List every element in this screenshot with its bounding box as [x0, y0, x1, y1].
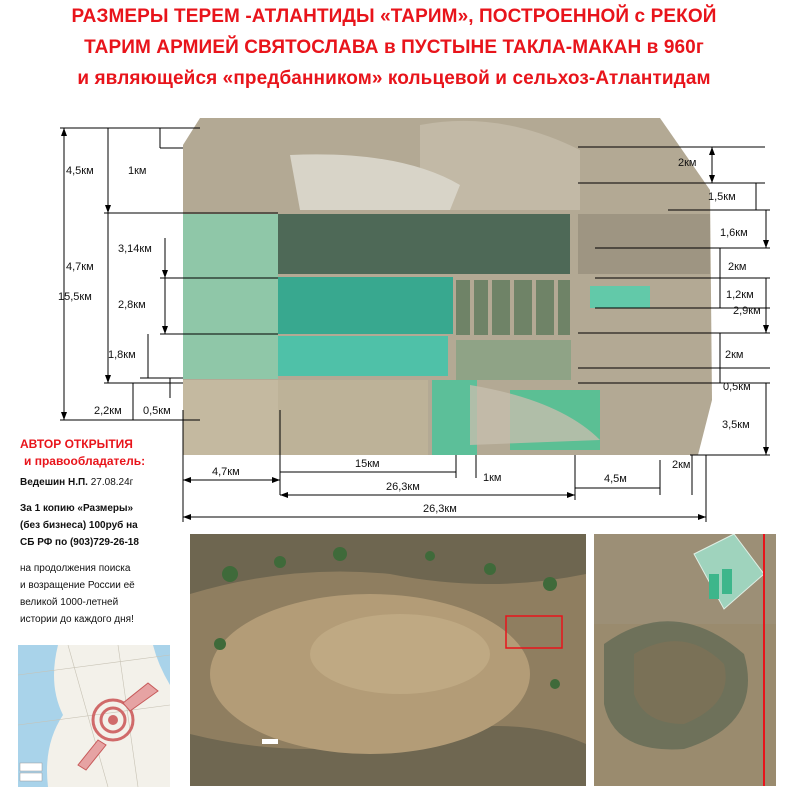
author-name: Ведешин Н.П. — [20, 477, 88, 488]
dim-label-bottom-6: 2км — [672, 459, 691, 471]
mini-map-thumbnail — [18, 645, 170, 787]
author-heading-2: и правообладатель: — [24, 454, 146, 468]
author-heading — [20, 436, 145, 470]
dim-label-bottom-4: 26,3км — [386, 481, 420, 493]
author-heading-1: АВТОР ОТКРЫТИЯ — [20, 437, 133, 451]
dim-label-left-5: 15,5км — [58, 291, 92, 303]
purpose-line-3: великой 1000-летней — [20, 597, 119, 608]
dim-label-left-8: 2,2км — [94, 405, 122, 417]
dim-label-left-7: 1,8км — [108, 349, 136, 361]
author-name-line — [20, 474, 133, 491]
title-line-2: ТАРИМ АРМИЕЙ СВЯТОСЛАВА в ПУСТЫНЕ ТАКЛА-МАКАН в 960г — [84, 37, 704, 58]
purpose-line-4: истории до каждого дня! — [20, 614, 134, 625]
title-line-3: и являющейся «предбанником» кольцевой и сельхоз-Атлантидам — [77, 68, 711, 89]
satellite-image — [183, 118, 712, 455]
copy-price-line-1: За 1 копию «Размеры» — [20, 503, 134, 514]
dim-label-bottom-5: 4,5м — [604, 473, 627, 485]
dim-label-bottom-3: 1км — [483, 472, 502, 484]
purpose-block — [20, 560, 135, 628]
dim-label-left-3: 4,7км — [66, 261, 94, 273]
zoomed-satellite-image — [594, 534, 776, 786]
dim-label-left-1: 4,5км — [66, 165, 94, 177]
title-line-1: РАЗМЕРЫ ТЕРЕМ -АТЛАНТИДЫ «ТАРИМ», ПОСТРОЕННОЙ с РЕКОЙ — [71, 6, 717, 27]
purpose-line-2: и возращение России её — [20, 580, 135, 591]
dim-label-right-9: 3,5км — [722, 419, 750, 431]
dim-label-bottom-7: 26,3км — [423, 503, 457, 515]
dim-label-left-9: 0,5км — [143, 405, 171, 417]
dim-label-left-4: 3,14км — [118, 243, 152, 255]
dim-label-right-1: 2км — [678, 157, 697, 169]
dim-label-bottom-1: 4,7км — [212, 466, 240, 478]
author-date: 27.08.24г — [90, 477, 134, 488]
dim-label-left-2: 1км — [128, 165, 147, 177]
dim-label-right-6: 2,9км — [733, 305, 761, 317]
purpose-line-1: на продолжения поиска — [20, 563, 131, 574]
dim-label-right-7: 2км — [725, 349, 744, 361]
copy-price-block — [20, 500, 139, 551]
dim-label-bottom-2: 15км — [355, 458, 380, 470]
dim-label-right-2: 1,5км — [708, 191, 736, 203]
dim-label-right-8: 0,5км — [723, 381, 751, 393]
copy-price-line-3: СБ РФ по (903)729-26-18 — [20, 537, 139, 548]
copy-price-line-2: (без бизнеса) 100руб на — [20, 520, 138, 531]
satellite-overview-image — [190, 534, 586, 786]
dim-label-right-3: 1,6км — [720, 227, 748, 239]
dim-label-right-5: 1,2км — [726, 289, 754, 301]
dim-label-right-4: 2км — [728, 261, 747, 273]
dim-label-left-6: 2,8км — [118, 299, 146, 311]
